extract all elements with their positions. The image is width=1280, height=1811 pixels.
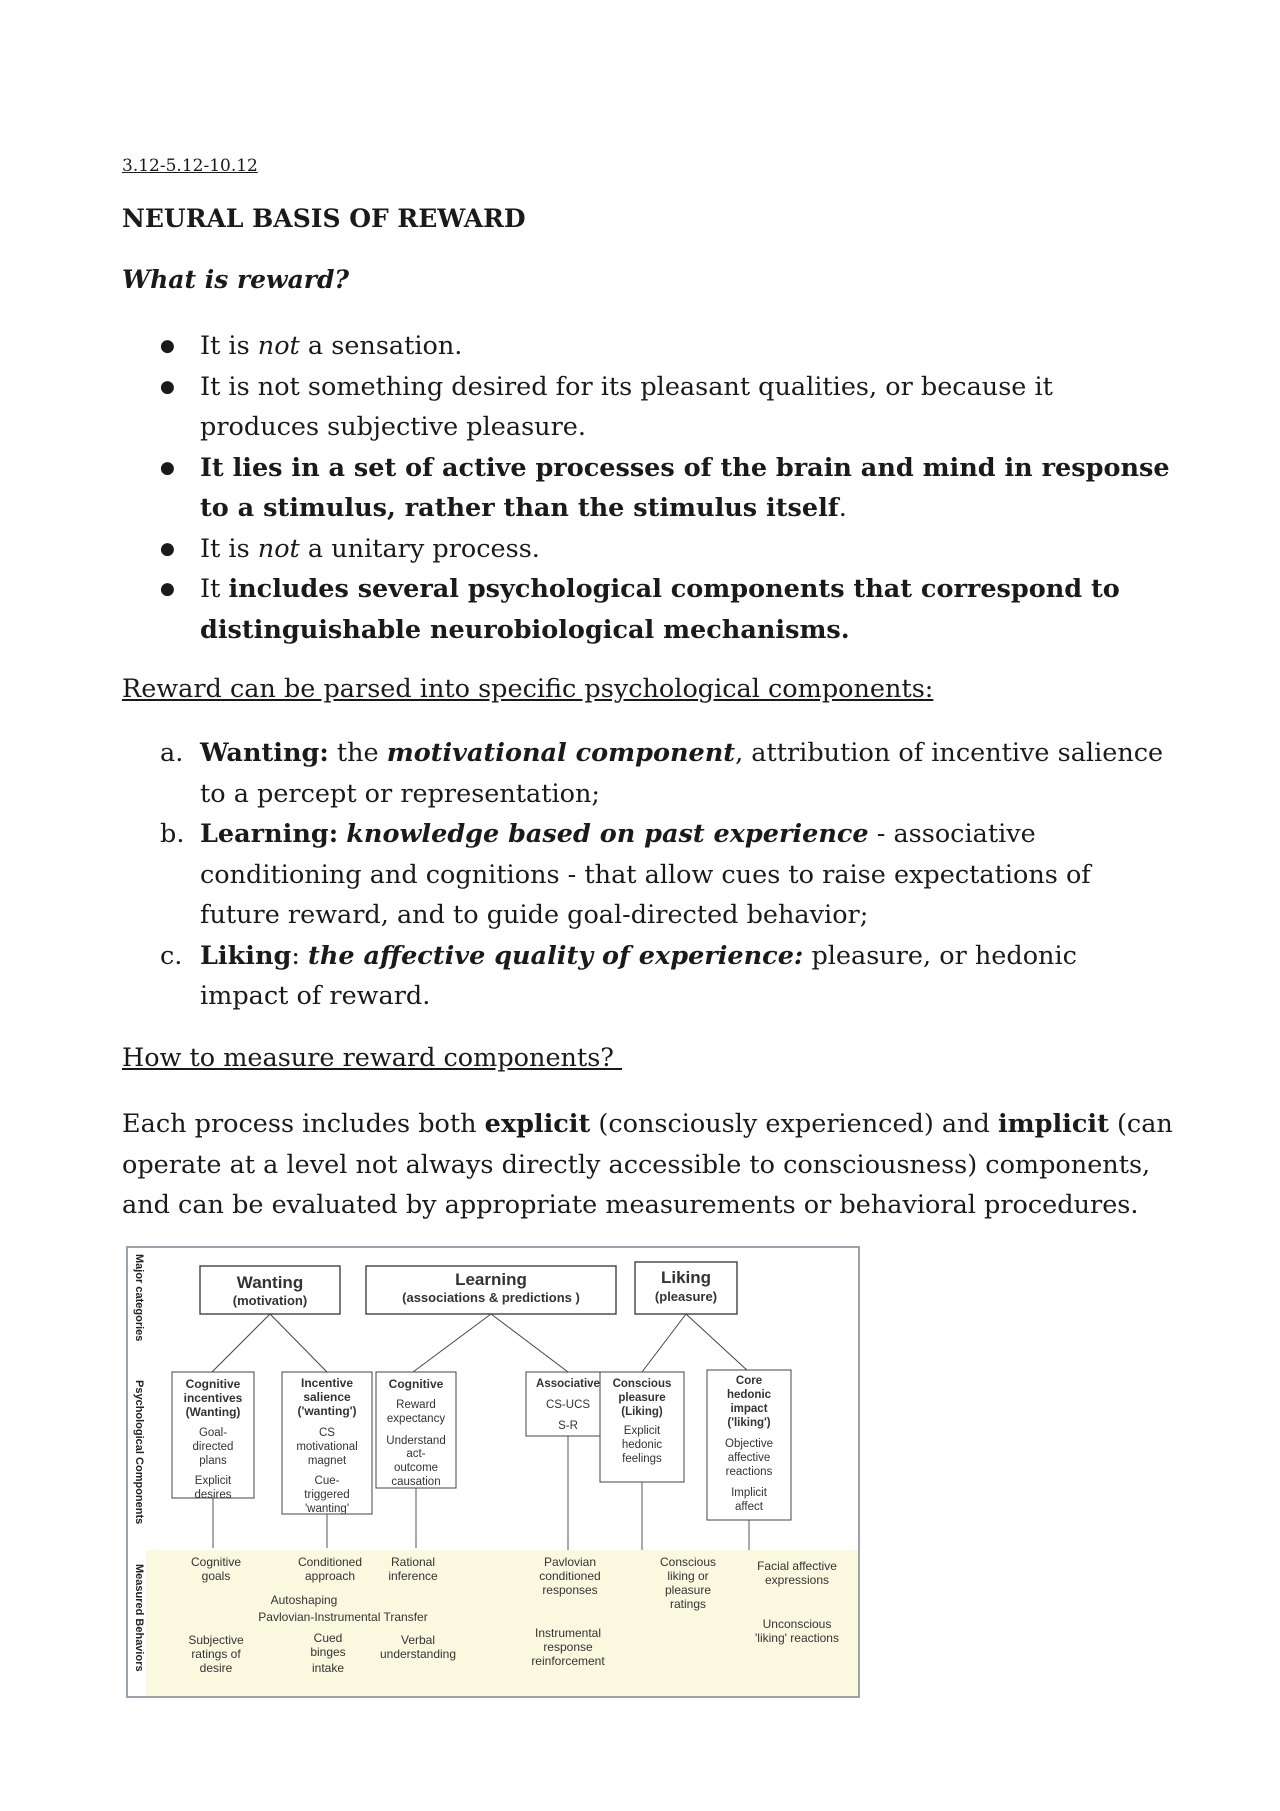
list-item: ● It is not a unitary process. — [160, 529, 1170, 570]
svg-text:(Wanting): (Wanting) — [185, 1405, 241, 1419]
section-heading-measure: How to measure reward components? — [122, 1043, 623, 1073]
svg-text:(pleasure): (pleasure) — [654, 1289, 718, 1304]
svg-text:Explicit: Explicit — [623, 1425, 661, 1437]
svg-text:inference: inference — [388, 1569, 438, 1583]
svg-text:desires: desires — [194, 1489, 232, 1501]
svg-text:directed: directed — [192, 1441, 234, 1453]
svg-text:act-: act- — [406, 1448, 426, 1460]
list-item: c. Liking: the affective quality of experience: pleasure, or hedonic impact of reward. — [160, 940, 1077, 1011]
svg-text:reactions: reactions — [725, 1466, 773, 1478]
question-heading: What is reward? — [122, 265, 350, 294]
svg-text:pleasure: pleasure — [664, 1583, 712, 1597]
svg-text:reinforcement: reinforcement — [531, 1654, 605, 1668]
svg-text:Pavlovian: Pavlovian — [543, 1555, 597, 1569]
svg-text:plans: plans — [199, 1455, 227, 1467]
svg-text:Facial affective: Facial affective — [757, 1559, 837, 1573]
svg-text:Cognitive: Cognitive — [185, 1377, 241, 1391]
reward-components-diagram — [126, 1246, 860, 1698]
section-heading-components: Reward can be parsed into specific psychological components: — [122, 674, 934, 704]
svg-text:outcome: outcome — [393, 1462, 439, 1474]
svg-text:salience: salience — [303, 1390, 351, 1404]
svg-text:binges: binges — [310, 1645, 346, 1659]
reward-definition-list — [160, 326, 1170, 650]
svg-text:Wanting: Wanting — [236, 1273, 304, 1292]
svg-text:Implicit: Implicit — [731, 1487, 767, 1499]
svg-text:affective: affective — [727, 1452, 771, 1464]
svg-text:'liking' reactions: 'liking' reactions — [755, 1631, 839, 1645]
svg-text:(motivation): (motivation) — [232, 1293, 308, 1308]
svg-text:Pavlovian-Instrumental Transfe: Pavlovian-Instrumental Transfer — [258, 1610, 428, 1624]
svg-text:desire: desire — [199, 1661, 233, 1675]
svg-text:liking or: liking or — [667, 1569, 709, 1583]
svg-text:('liking'): ('liking') — [727, 1417, 771, 1429]
svg-text:Instrumental: Instrumental — [534, 1626, 602, 1640]
svg-text:CS-UCS: CS-UCS — [545, 1399, 591, 1411]
svg-text:Rational: Rational — [390, 1555, 436, 1569]
svg-text:CS: CS — [319, 1427, 335, 1439]
list-item: ● It is not something desired for its pleasant qualities, or because it produces subjective pleasure. — [160, 367, 1170, 448]
lecture-dates: 3.12-5.12-10.12 — [122, 156, 258, 176]
svg-text:Understand: Understand — [386, 1435, 446, 1447]
svg-text:(associations & predictions ): (associations & predictions ) — [402, 1290, 580, 1305]
measured-band — [146, 1550, 858, 1696]
svg-text:Cued: Cued — [313, 1631, 343, 1645]
svg-text:expectancy: expectancy — [386, 1413, 446, 1425]
svg-text:Conscious: Conscious — [612, 1378, 672, 1390]
measurement-paragraph: Each process includes both explicit (consciously experienced) and implicit (can operate at a level not always directly accessible to consciousness) components, and can be evaluated by appropriate measurements or behavioral procedures. — [122, 1109, 1173, 1220]
svg-text:(Liking): (Liking) — [621, 1406, 663, 1418]
svg-text:causation: causation — [391, 1476, 441, 1488]
svg-text:response: response — [543, 1640, 593, 1654]
svg-text:Cognitive: Cognitive — [388, 1377, 444, 1391]
svg-text:('wanting'): ('wanting') — [297, 1404, 357, 1418]
svg-text:magnet: magnet — [307, 1455, 347, 1467]
list-item: ● It includes several psychological components that correspond to distinguishable neurobiological mechanisms. — [160, 569, 1170, 650]
svg-text:Incentive: Incentive — [300, 1376, 354, 1390]
svg-text:Cue-: Cue- — [314, 1475, 340, 1487]
svg-text:understanding: understanding — [379, 1647, 457, 1661]
svg-text:Liking: Liking — [660, 1268, 712, 1287]
svg-text:'wanting': 'wanting' — [304, 1503, 350, 1515]
side-label-major: Major categories — [133, 1254, 145, 1342]
svg-text:goals: goals — [201, 1569, 231, 1583]
svg-text:Associative: Associative — [536, 1378, 600, 1390]
svg-text:Unconscious: Unconscious — [762, 1617, 832, 1631]
svg-text:approach: approach — [304, 1569, 356, 1583]
svg-text:Conscious: Conscious — [659, 1555, 717, 1569]
svg-text:Verbal: Verbal — [400, 1633, 436, 1647]
svg-text:incentives: incentives — [183, 1391, 243, 1405]
svg-text:feelings: feelings — [622, 1453, 662, 1465]
svg-text:Cognitive: Cognitive — [190, 1555, 242, 1569]
svg-text:hedonic: hedonic — [726, 1389, 772, 1401]
components-list — [160, 733, 1170, 1017]
svg-text:ratings: ratings — [669, 1597, 707, 1611]
svg-text:Core: Core — [735, 1375, 763, 1387]
svg-text:intake: intake — [311, 1661, 345, 1675]
list-item: a. Wanting: the motivational component, attribution of incentive salience to a percept or representation; — [160, 738, 1164, 809]
svg-text:Conditioned: Conditioned — [297, 1555, 363, 1569]
svg-text:hedonic: hedonic — [621, 1439, 663, 1451]
svg-text:ratings of: ratings of — [191, 1647, 241, 1661]
svg-text:pleasure: pleasure — [618, 1392, 666, 1404]
svg-text:triggered: triggered — [304, 1489, 350, 1501]
svg-text:Objective: Objective — [725, 1438, 773, 1450]
list-item: b. Learning: knowledge based on past experience - associative conditioning and cognitions - that allow cues to raise expectations of future reward, and to guide goal-directed behavior; — [160, 819, 1091, 930]
svg-text:Subjective: Subjective — [188, 1633, 244, 1647]
svg-text:impact: impact — [730, 1403, 768, 1415]
side-label-measured: Measured Behaviors — [133, 1564, 145, 1672]
svg-text:conditioned: conditioned — [539, 1569, 601, 1583]
svg-text:expressions: expressions — [764, 1573, 830, 1587]
svg-text:Learning: Learning — [455, 1270, 527, 1289]
svg-text:Autoshaping: Autoshaping — [270, 1593, 338, 1607]
svg-text:affect: affect — [735, 1501, 763, 1513]
svg-text:Reward: Reward — [396, 1399, 436, 1411]
list-item: ● It is not a sensation. — [160, 326, 1170, 367]
svg-text:Explicit: Explicit — [194, 1475, 232, 1487]
list-item: ● It lies in a set of active processes of the brain and mind in response to a stimulus, rather than the stimulus itself. — [160, 448, 1170, 529]
svg-text:responses: responses — [542, 1583, 598, 1597]
svg-text:Goal-: Goal- — [198, 1427, 228, 1439]
page-title: NEURAL BASIS OF REWARD — [122, 204, 526, 233]
svg-text:motivational: motivational — [296, 1441, 358, 1453]
svg-text:S-R: S-R — [558, 1420, 578, 1432]
side-label-psych: Psychological Components — [133, 1380, 145, 1525]
